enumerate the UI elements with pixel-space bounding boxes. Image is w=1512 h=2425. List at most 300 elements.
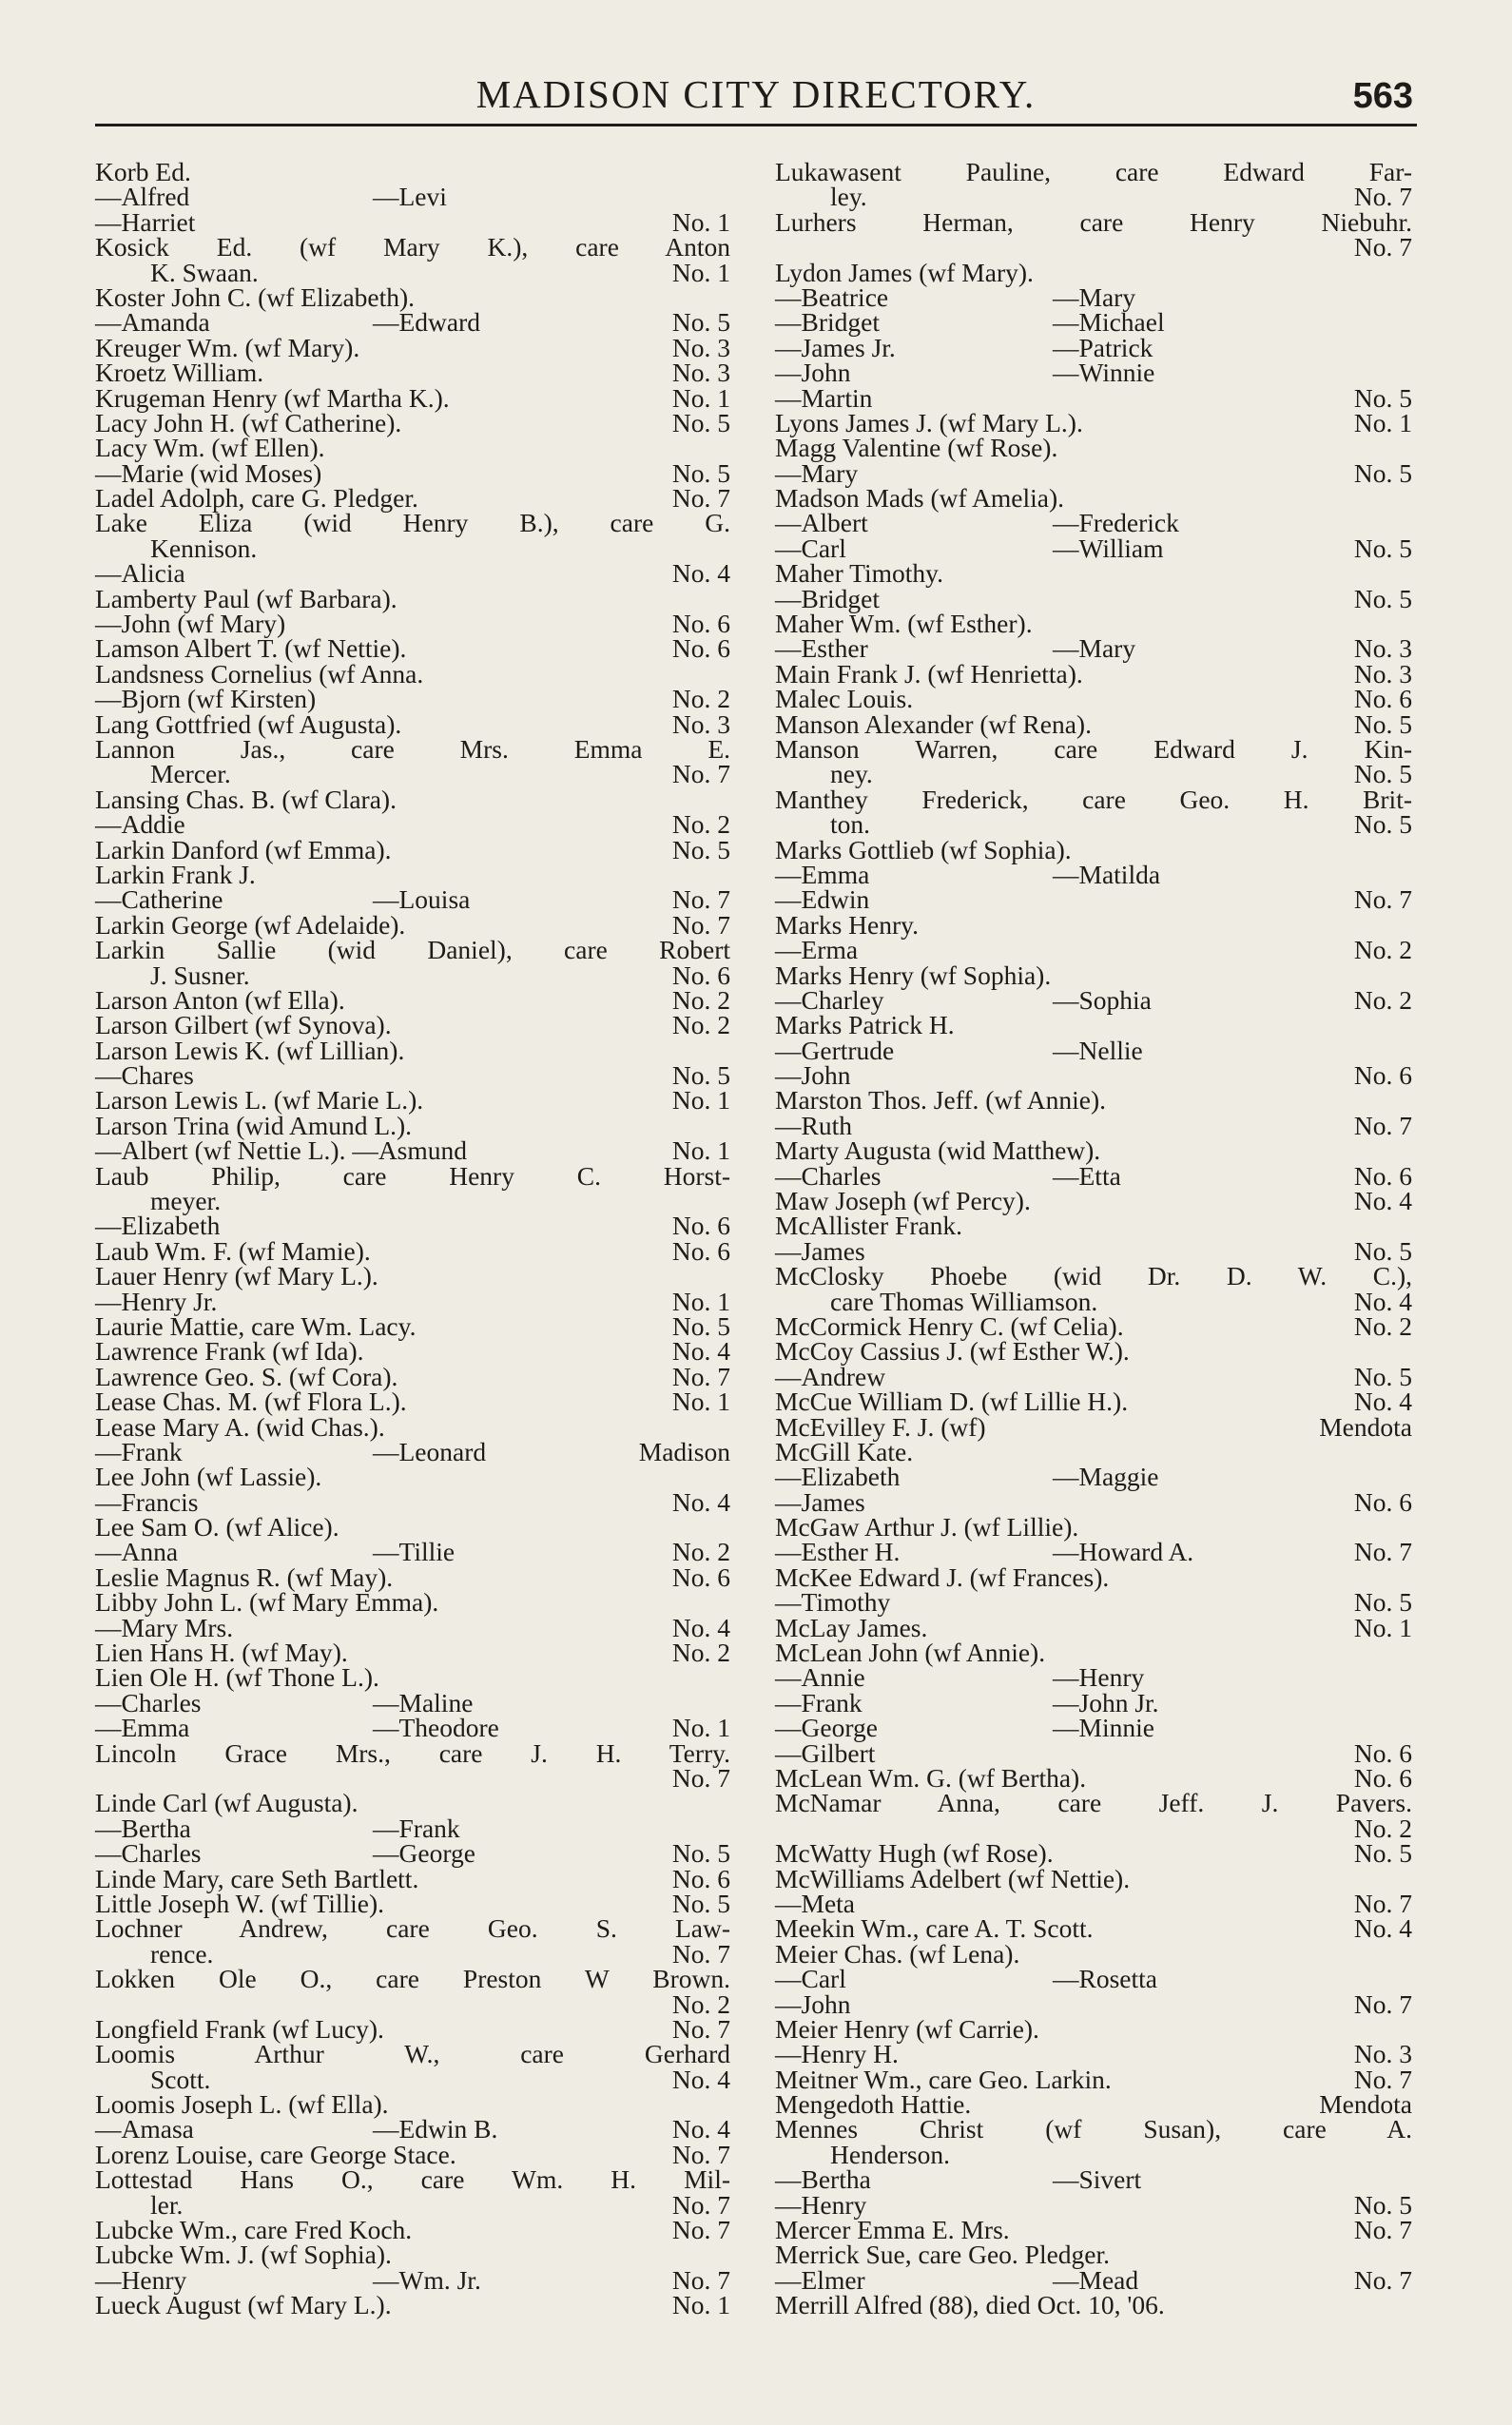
directory-entry [95, 1010, 730, 1040]
directory-entry [775, 935, 1412, 965]
entry-name: —Amasa [95, 2114, 194, 2144]
directory-entry [95, 433, 730, 463]
entry-text: Meier Henry (wf Carrie). [775, 2013, 1039, 2044]
entry-text: Larson Trina (wid Amund L.). [95, 1110, 413, 1140]
entry-name-second: —Mead [1053, 2264, 1139, 2295]
entry-ward: No. 4 [1353, 1913, 1412, 1944]
entry-name-second: —Matilda [1053, 859, 1161, 889]
directory-entry [775, 1085, 1412, 1116]
directory-entry [95, 2164, 730, 2195]
entry-text: Marston Thos. Jeff. (wf Annie). [775, 1085, 1107, 1116]
entry-text: Laurie Mattie, care Wm. Lacy. [95, 1310, 417, 1341]
entry-ward: No. 3 [671, 708, 730, 739]
entry-ward: No. 4 [671, 1336, 730, 1367]
entry-text: Marks Henry (wf Sophia). [775, 960, 1052, 990]
entry-name-second: —Patrick [1053, 332, 1153, 362]
entry-name: —Elmer [775, 2264, 865, 2295]
entry-text: —John [775, 1988, 851, 2019]
entry-text: Lamberty Paul (wf Barbara). [95, 583, 397, 613]
directory-entry [95, 1913, 730, 1944]
entry-name: —Anna [95, 1537, 179, 1567]
entry-ward: No. 7 [1353, 232, 1412, 262]
entry-text: meyer. [150, 1186, 222, 1216]
entry-ward: No. 6 [1353, 1160, 1412, 1191]
entry-ward: No. 6 [671, 1235, 730, 1266]
entry-text: —Edwin [775, 884, 870, 915]
directory-entry [95, 2290, 730, 2320]
entry-text: Lauer Henry (wf Mary L.). [95, 1261, 378, 1291]
directory-entry [775, 1662, 1412, 1693]
entry-text: Landsness Cornelius (wf Anna. [95, 658, 424, 689]
entry-ward: No. 6 [671, 1211, 730, 1241]
directory-entry [95, 633, 730, 664]
entry-text: Lydon James (wf Mary). [775, 257, 1034, 287]
entry-text: Lee John (wf Lassie). [95, 1462, 322, 1492]
entry-text: Manthey Frederick, care Geo. H. Brit- [775, 784, 1412, 814]
entry-ward: No. 2 [671, 1010, 730, 1040]
entry-text: Lurhers Herman, care Henry Niebuhr. [775, 206, 1412, 237]
entry-name-second: —Leonard [373, 1436, 487, 1466]
entry-text: Madson Mads (wf Amelia). [775, 483, 1064, 514]
directory-entry [95, 1411, 730, 1442]
entry-text: Marty Augusta (wid Matthew). [775, 1135, 1101, 1166]
entry-name-second: —Edwin B. [373, 2114, 498, 2144]
entry-text: Lien Ole H. (wf Thone L.). [95, 1662, 379, 1693]
entry-text: Lacy John H. (wf Catherine). [95, 407, 402, 437]
entry-ward: No. 4 [671, 2114, 730, 2144]
entry-name: —Charles [95, 1687, 202, 1717]
entry-text: —Gilbert [775, 1737, 876, 1768]
directory-entry [775, 2114, 1412, 2144]
entry-text: Mengedoth Hattie. [775, 2089, 972, 2120]
directory-entry [775, 257, 1412, 287]
directory-entry [95, 182, 730, 212]
entry-text: McCormick Henry C. (wf Celia). [775, 1310, 1124, 1341]
entry-text: Lyons James J. (wf Mary L.). [775, 407, 1083, 437]
entry-text: Meier Chas. (wf Lena). [775, 1938, 1020, 1969]
entry-text: McCoy Cassius J. (wf Esther W.). [775, 1336, 1130, 1367]
entry-ward: No. 4 [671, 558, 730, 589]
entry-name-second: —Sivert [1053, 2164, 1142, 2195]
entry-text: Lansing Chas. B. (wf Clara). [95, 784, 397, 814]
entry-ward: No. 4 [1353, 1286, 1412, 1316]
entry-ward: No. 1 [1353, 1612, 1412, 1642]
entry-text: Meitner Wm., care Geo. Larkin. [775, 2064, 1112, 2094]
entry-ward: No. 5 [671, 407, 730, 437]
entry-text: Mennes Christ (wf Susan), care A. [775, 2114, 1412, 2144]
page-title: MADISON CITY DIRECTORY. [475, 72, 1037, 116]
entry-ward: No. 7 [1353, 2064, 1412, 2094]
entry-ward: No. 7 [671, 2189, 730, 2220]
directory-entry [775, 1537, 1412, 1567]
directory-entry [775, 1788, 1412, 1818]
entry-name: —Bertha [95, 1813, 191, 1843]
directory-entry [775, 909, 1412, 940]
entry-name: —Charles [775, 1160, 882, 1191]
entry-text: Scott. [150, 2064, 211, 2094]
entry-name-second: —Frederick [1053, 508, 1179, 538]
entry-text: McLay James. [775, 1612, 928, 1642]
entry-name-second: —Maggie [1053, 1462, 1159, 1492]
entry-text: —Henry [775, 2189, 867, 2220]
entry-name: —Gertrude [775, 1035, 895, 1065]
entry-text: McGill Kate. [775, 1436, 914, 1466]
entry-ward: No. 7 [671, 759, 730, 789]
directory-entry [95, 884, 730, 915]
entry-text: Lincoln Grace Mrs., care J. H. Terry. [95, 1737, 730, 1768]
entry-text: —Francis [95, 1486, 199, 1517]
directory-entry [95, 1336, 730, 1367]
directory-entry [775, 232, 1412, 262]
entry-name: —Esther [775, 633, 868, 664]
directory-entry [95, 1462, 730, 1492]
directory-entry [775, 884, 1412, 915]
entry-text: Little Joseph W. (wf Tillie). [95, 1888, 385, 1918]
entry-ward: No. 1 [671, 2290, 730, 2320]
entry-ward: No. 5 [1353, 1587, 1412, 1618]
directory-entry [95, 1387, 730, 1417]
entry-name-second: —Howard A. [1053, 1537, 1194, 1567]
entry-text: —James [775, 1486, 865, 1517]
entry-ward: No. 5 [671, 1838, 730, 1869]
entry-ward: No. 3 [1353, 2039, 1412, 2069]
entry-text: Main Frank J. (wf Henrietta). [775, 658, 1083, 689]
entry-text: Henderson. [830, 2139, 951, 2169]
entry-text: Larkin Danford (wf Emma). [95, 834, 392, 864]
directory-entry [775, 759, 1412, 789]
directory-entry [95, 1587, 730, 1618]
entry-text: —Henry H. [775, 2039, 899, 2069]
entry-text: McCue William D. (wf Lillie H.). [775, 1387, 1129, 1417]
entry-ward: No. 5 [1353, 457, 1412, 488]
directory-entry [775, 508, 1412, 538]
directory-entry [775, 1913, 1412, 1944]
entry-name: —Carl [775, 533, 846, 563]
directory-entry [775, 684, 1412, 714]
entry-ward: No. 5 [671, 1888, 730, 1918]
entry-text: Lottestad Hans O., care Wm. H. Mil- [95, 2164, 730, 2195]
entry-text: Manson Warren, care Edward J. Kin- [775, 733, 1412, 764]
directory-entry [775, 633, 1412, 664]
entry-ward: No. 6 [1353, 1060, 1412, 1091]
entry-text: —Harriet [95, 206, 196, 237]
entry-text: Lamson Albert T. (wf Nettie). [95, 633, 407, 664]
entry-ward: No. 2 [671, 984, 730, 1015]
entry-text: Krugeman Henry (wf Martha K.). [95, 382, 450, 413]
entry-ward: No. 5 [1353, 809, 1412, 840]
entry-name-second: —John Jr. [1053, 1687, 1159, 1717]
entry-text: Loomis Joseph L. (wf Ella). [95, 2089, 389, 2120]
directory-entry [775, 2039, 1412, 2069]
entry-name-second: —Etta [1053, 1160, 1121, 1191]
entry-ward: No. 7 [671, 1361, 730, 1391]
entry-text: —Henry Jr. [95, 1286, 218, 1316]
entry-text: Koster John C. (wf Elizabeth). [95, 281, 416, 312]
entry-name: —Bertha [775, 2164, 871, 2195]
directory-entry [775, 1988, 1412, 2019]
entry-text: Larson Lewis K. (wf Lillian). [95, 1035, 405, 1065]
entry-text: Lacy Wm. (wf Ellen). [95, 433, 325, 463]
entry-ward: No. 4 [1353, 1186, 1412, 1216]
directory-entry [775, 558, 1412, 589]
entry-ward: No. 6 [1353, 1486, 1412, 1517]
entry-text: ley. [830, 182, 867, 212]
directory-entry [775, 1010, 1412, 1040]
entry-text: Lease Chas. M. (wf Flora L.). [95, 1387, 407, 1417]
page-number: 563 [1352, 76, 1413, 116]
directory-entry [775, 1863, 1412, 1893]
entry-text: Linde Carl (wf Augusta). [95, 1788, 359, 1818]
directory-entry [95, 508, 730, 538]
entry-name: —Esther H. [775, 1537, 901, 1567]
directory-entry [95, 1085, 730, 1116]
entry-text: Kroetz William. [95, 358, 264, 388]
entry-ward: No. 4 [1353, 1387, 1412, 1417]
entry-text: McGaw Arthur J. (wf Lillie). [775, 1512, 1079, 1542]
entry-ward: No. 3 [671, 332, 730, 362]
entry-name: —Carl [775, 1964, 846, 1994]
entry-name: —Alfred [95, 182, 190, 212]
directory-entry [775, 1713, 1412, 1743]
entry-name: —Frank [775, 1687, 863, 1717]
directory-entry [95, 1964, 730, 1994]
entry-text: —Bjorn (wf Kirsten) [95, 684, 317, 714]
directory-entry [775, 206, 1412, 237]
entry-text: Lubcke Wm. J. (wf Sophia). [95, 2240, 392, 2270]
entry-name-second: —Mary [1053, 281, 1136, 312]
entry-name-second: —Tillie [373, 1537, 456, 1567]
directory-entry [95, 1988, 730, 2019]
directory-entry [775, 433, 1412, 463]
entry-ward: No. 7 [671, 884, 730, 915]
entry-name-second: —William [1053, 533, 1164, 563]
directory-entry [95, 1286, 730, 1316]
entry-text: Linde Mary, care Seth Bartlett. [95, 1863, 419, 1893]
entry-text: Libby John L. (wf Mary Emma). [95, 1587, 439, 1618]
entry-name: —Henry [95, 2264, 187, 2295]
directory-entry [775, 382, 1412, 413]
entry-ward: No. 2 [1353, 935, 1412, 965]
entry-text: Lang Gottfried (wf Augusta). [95, 708, 402, 739]
entry-ward: No. 1 [671, 206, 730, 237]
entry-ward: No. 7 [1353, 1888, 1412, 1918]
entry-text: Mercer Emma E. Mrs. [775, 2215, 1010, 2245]
directory-entry [95, 834, 730, 864]
entry-text: —Addie [95, 809, 185, 840]
entry-text: —Erma [775, 935, 859, 965]
entry-text: McAllister Frank. [775, 1211, 963, 1241]
entry-text: Malec Louis. [775, 684, 914, 714]
entry-text: J. Susner. [150, 960, 250, 990]
entry-name: —Emma [775, 859, 870, 889]
entry-ward: No. 3 [671, 358, 730, 388]
entry-text: Larson Anton (wf Ella). [95, 984, 345, 1015]
directory-entry [95, 382, 730, 413]
entry-text: Kosick Ed. (wf Mary K.), care Anton [95, 232, 730, 262]
entry-name-second: —Henry [1053, 1662, 1145, 1693]
entry-ward: No. 5 [1353, 2189, 1412, 2220]
entry-ward: No. 7 [671, 483, 730, 514]
entry-ward: No. 1 [671, 257, 730, 287]
entry-name-second: —Sophia [1053, 984, 1152, 1015]
entry-text: ler. [150, 2189, 184, 2220]
entry-text: ney. [830, 759, 873, 789]
entry-text: —Timothy [775, 1587, 891, 1618]
directory-entry [775, 1964, 1412, 1994]
entry-ward: No. 7 [1353, 1537, 1412, 1567]
entry-text: McWatty Hugh (wf Rose). [775, 1838, 1054, 1869]
directory-entry [775, 1035, 1412, 1065]
entry-text: McWilliams Adelbert (wf Nettie). [775, 1863, 1131, 1893]
directory-entry [95, 1737, 730, 1768]
entry-ward: No. 5 [1353, 583, 1412, 613]
entry-text: rence. [150, 1938, 214, 1969]
entry-text: —Ruth [775, 1110, 852, 1140]
entry-text: —Elizabeth [95, 1211, 221, 1241]
entry-ward: No. 5 [1353, 382, 1412, 413]
entry-text: Maher Wm. (wf Esther). [775, 609, 1033, 639]
right-column [775, 157, 1412, 2320]
directory-entry [95, 307, 730, 338]
entry-text: Merrick Sue, care Geo. Pledger. [775, 2240, 1111, 2270]
directory-entry [775, 1135, 1412, 1166]
directory-entry [775, 784, 1412, 814]
entry-ward: No. 1 [1353, 407, 1412, 437]
entry-text: Loomis Arthur W., care Gerhard [95, 2039, 730, 2069]
directory-entry [775, 1462, 1412, 1492]
entry-ward: No. 5 [671, 834, 730, 864]
entry-text: —Mary Mrs. [95, 1612, 234, 1642]
directory-entry [775, 182, 1412, 212]
entry-name-second: —Theodore [373, 1713, 499, 1743]
entry-ward: No. 6 [1353, 1763, 1412, 1793]
entry-ward: No. 7 [1353, 182, 1412, 212]
directory-entry [95, 1211, 730, 1241]
entry-ward: No. 7 [671, 909, 730, 940]
entry-ward: No. 6 [671, 1562, 730, 1592]
entry-text: Lawrence Geo. S. (wf Cora). [95, 1361, 398, 1391]
directory-entry [95, 1713, 730, 1743]
entry-text: Longfield Frank (wf Lucy). [95, 2013, 384, 2044]
directory-entry [95, 358, 730, 388]
entry-ward: No. 6 [671, 1863, 730, 1893]
directory-entry [95, 558, 730, 589]
entry-ward: No. 5 [671, 307, 730, 338]
entry-name: —Charley [775, 984, 884, 1015]
entry-ward: No. 4 [671, 1612, 730, 1642]
directory-entry [95, 257, 730, 287]
entry-text: Laub Wm. F. (wf Mamie). [95, 1235, 371, 1266]
directory-entry [775, 307, 1412, 338]
directory-entry [775, 859, 1412, 889]
entry-text: Larson Lewis L. (wf Marie L.). [95, 1085, 424, 1116]
directory-entry [95, 2240, 730, 2270]
entry-ward: No. 1 [671, 1085, 730, 1116]
directory-entry [775, 834, 1412, 864]
directory-entry [95, 935, 730, 965]
entry-name-second: —Winnie [1053, 358, 1155, 388]
entry-text: Larkin Frank J. [95, 859, 256, 889]
entry-text: McLean John (wf Annie). [775, 1638, 1046, 1668]
entry-text: Lease Mary A. (wid Chas.). [95, 1411, 385, 1442]
entry-ward: No. 1 [671, 1286, 730, 1316]
directory-entry [775, 1587, 1412, 1618]
entry-ward: No. 7 [671, 1763, 730, 1793]
directory-entry [95, 1838, 730, 1869]
entry-ward: No. 7 [1353, 2264, 1412, 2295]
directory-entry [775, 1286, 1412, 1316]
entry-text: Meekin Wm., care A. T. Scott. [775, 1913, 1094, 1944]
entry-text: —Chares [95, 1060, 194, 1091]
entry-text: Merrill Alfred (88), died Oct. 10, '06. [775, 2290, 1165, 2320]
entry-name-second: —Rosetta [1053, 1964, 1157, 1994]
entry-ward: No. 4 [671, 2064, 730, 2094]
entry-text: Lien Hans H. (wf May). [95, 1638, 348, 1668]
entry-name-second: —Frank [373, 1813, 460, 1843]
entry-text: Lueck August (wf Mary L.). [95, 2290, 392, 2320]
entry-text: McClosky Phoebe (wid Dr. D. W. C.), [775, 1261, 1412, 1291]
directory-entry [775, 809, 1412, 840]
entry-ward: No. 2 [1353, 984, 1412, 1015]
directory-entry [775, 157, 1412, 186]
entry-text: Marks Gottlieb (wf Sophia). [775, 834, 1072, 864]
entry-text: —Meta [775, 1888, 856, 1918]
entry-text: Lokken Ole O., care Preston W Brown. [95, 1964, 730, 1994]
entry-text: —John (wf Mary) [95, 609, 286, 639]
entry-ward: No. 2 [671, 1638, 730, 1668]
entry-text: Mercer. [150, 759, 231, 789]
entry-name-second: —George [373, 1838, 475, 1869]
entry-name: —Emma [95, 1713, 190, 1743]
entry-name: —Annie [775, 1662, 865, 1693]
directory-entry [95, 809, 730, 840]
entry-text: —John [775, 1060, 851, 1091]
directory-entry [775, 1336, 1412, 1367]
entry-name: —Bridget [775, 307, 880, 338]
entry-text: McNamar Anna, care Jeff. J. Pavers. [775, 1788, 1412, 1818]
entry-text: Lubcke Wm., care Fred Koch. [95, 2215, 413, 2245]
entry-ward: No. 7 [1353, 1110, 1412, 1140]
entry-name: —Charles [95, 1838, 202, 1869]
directory-entry [95, 232, 730, 262]
directory-entry [95, 2039, 730, 2069]
entry-name-second: —Mary [1053, 633, 1136, 664]
entry-ward: No. 5 [1353, 759, 1412, 789]
entry-name-second: —Levi [373, 182, 447, 212]
entry-name: —James Jr. [775, 332, 896, 362]
entry-ward: No. 5 [1353, 1361, 1412, 1391]
directory-entry [775, 2164, 1412, 2195]
entry-ward: No. 7 [1353, 884, 1412, 915]
entry-text: Marks Patrick H. [775, 1010, 955, 1040]
entry-text: McEvilley F. J. (wf) [775, 1411, 986, 1442]
entry-text: Maw Joseph (wf Percy). [775, 1186, 1031, 1216]
directory-entry [95, 1863, 730, 1893]
entry-name: —Albert [775, 508, 868, 538]
entry-ward: No. 2 [671, 1537, 730, 1567]
entry-ward: No. 6 [671, 633, 730, 664]
directory-entry [95, 1537, 730, 1567]
entry-ward: No. 1 [671, 1387, 730, 1417]
entry-text: McLean Wm. G. (wf Bertha). [775, 1763, 1087, 1793]
entry-ward: No. 5 [671, 457, 730, 488]
directory-entry [95, 759, 730, 789]
entry-ward: No. 1 [671, 382, 730, 413]
entry-name: —Amanda [95, 307, 210, 338]
entry-text: ton. [830, 809, 871, 840]
entry-name: —Catherine [95, 884, 223, 915]
entry-ward: No. 7 [671, 2139, 730, 2169]
